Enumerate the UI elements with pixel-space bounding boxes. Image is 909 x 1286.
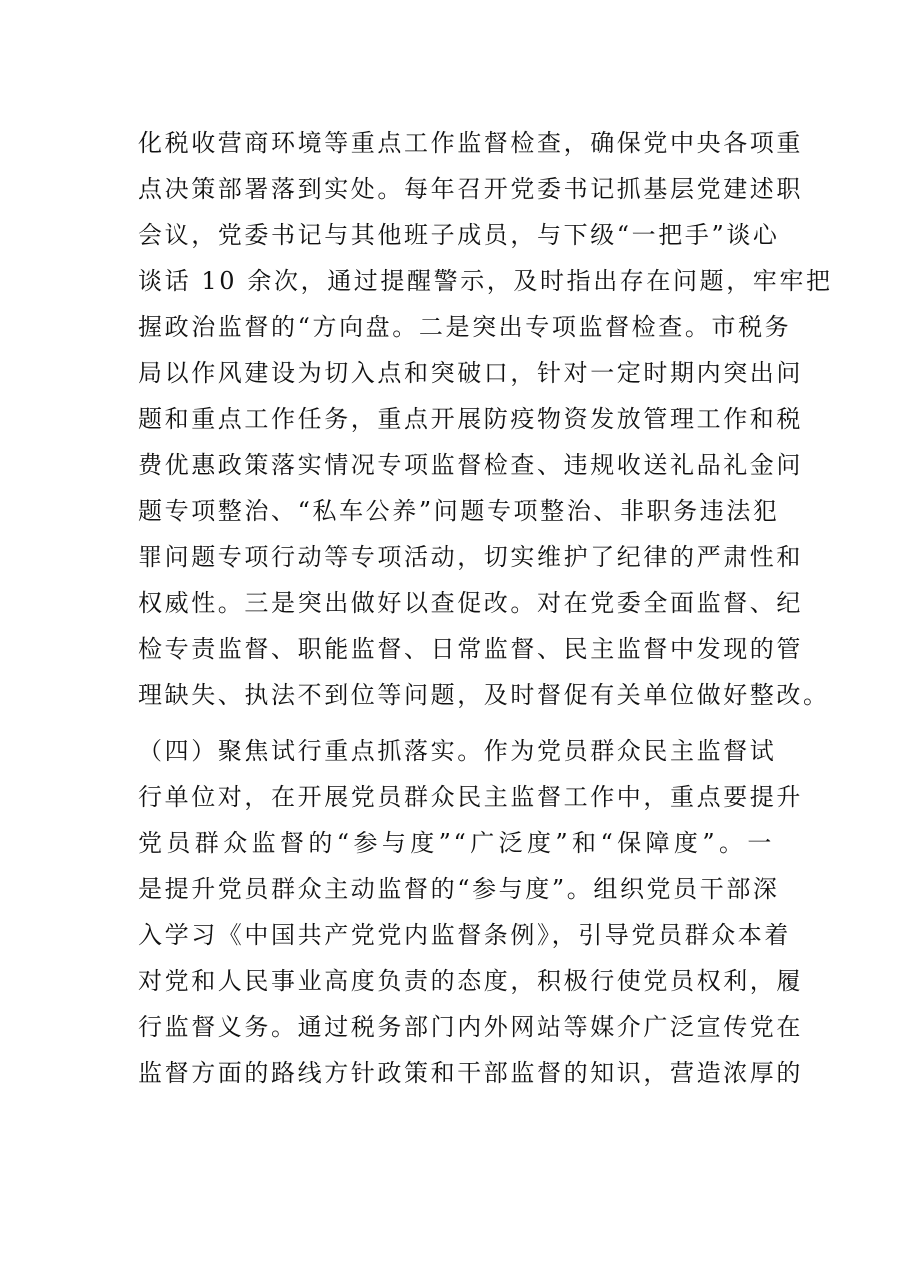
text-line: 题专项整治、“私车公养”问题专项整治、非职务违法犯 xyxy=(138,497,780,525)
text-line: 是提升党员群众主动监督的“参与度”。组织党员干部深 xyxy=(138,875,780,903)
text-line: 点决策部署落到实处。每年召开党委书记抓基层党建述职 xyxy=(138,175,803,203)
text-line: 费优惠政策落实情况专项监督检查、违规收送礼品礼金问 xyxy=(138,451,803,479)
text-line: 对党和人民事业高度负责的态度，积极行使党员权利，履 xyxy=(138,967,803,995)
text-line: 监督方面的路线方针政策和干部监督的知识，营造浓厚的 xyxy=(138,1059,803,1087)
text-line: 权威性。三是突出做好以查促改。对在党委全面监督、纪 xyxy=(138,589,803,617)
text-line: 局以作风建设为切入点和突破口，针对一定时期内突出问 xyxy=(138,359,803,387)
paragraph-section-four xyxy=(138,728,803,1096)
text-line: 行单位对，在开展党员群众民主监督工作中，重点要提升 xyxy=(138,783,803,811)
text-line: 握政治监督的“方向盘。二是突出专项监督检查。市税务 xyxy=(138,313,792,341)
text-line: 题和重点工作任务，重点开展防疫物资发放管理工作和税 xyxy=(138,405,803,433)
paragraph-supervision-inspection xyxy=(138,120,833,718)
text-line: 入学习《中国共产党党内监督条例》，引导党员群众本着 xyxy=(138,921,791,949)
text-line: 罪问题专项行动等专项活动，切实维护了纪律的严肃性和 xyxy=(138,543,803,571)
text-line: 谈话 10 余次，通过提醒警示，及时指出存在问题，牢牢把 xyxy=(138,267,833,295)
text-line: 理缺失、执法不到位等问题，及时督促有关单位做好整改。 xyxy=(138,681,830,709)
text-line: 检专责监督、职能监督、日常监督、民主监督中发现的管 xyxy=(138,635,803,663)
text-line: 会议，党委书记与其他班子成员，与下级“一把手”谈心 xyxy=(138,221,780,249)
text-line: 党员群众监督的“参与度”“广泛度”和“保障度”。一 xyxy=(138,829,774,857)
section-heading-line: （四）聚焦试行重点抓落实。作为党员群众民主监督试 xyxy=(138,737,777,765)
text-line: 行监督义务。通过税务部门内外网站等媒介广泛宣传党在 xyxy=(138,1013,803,1041)
text-line: 化税收营商环境等重点工作监督检查，确保党中央各项重 xyxy=(138,129,803,157)
